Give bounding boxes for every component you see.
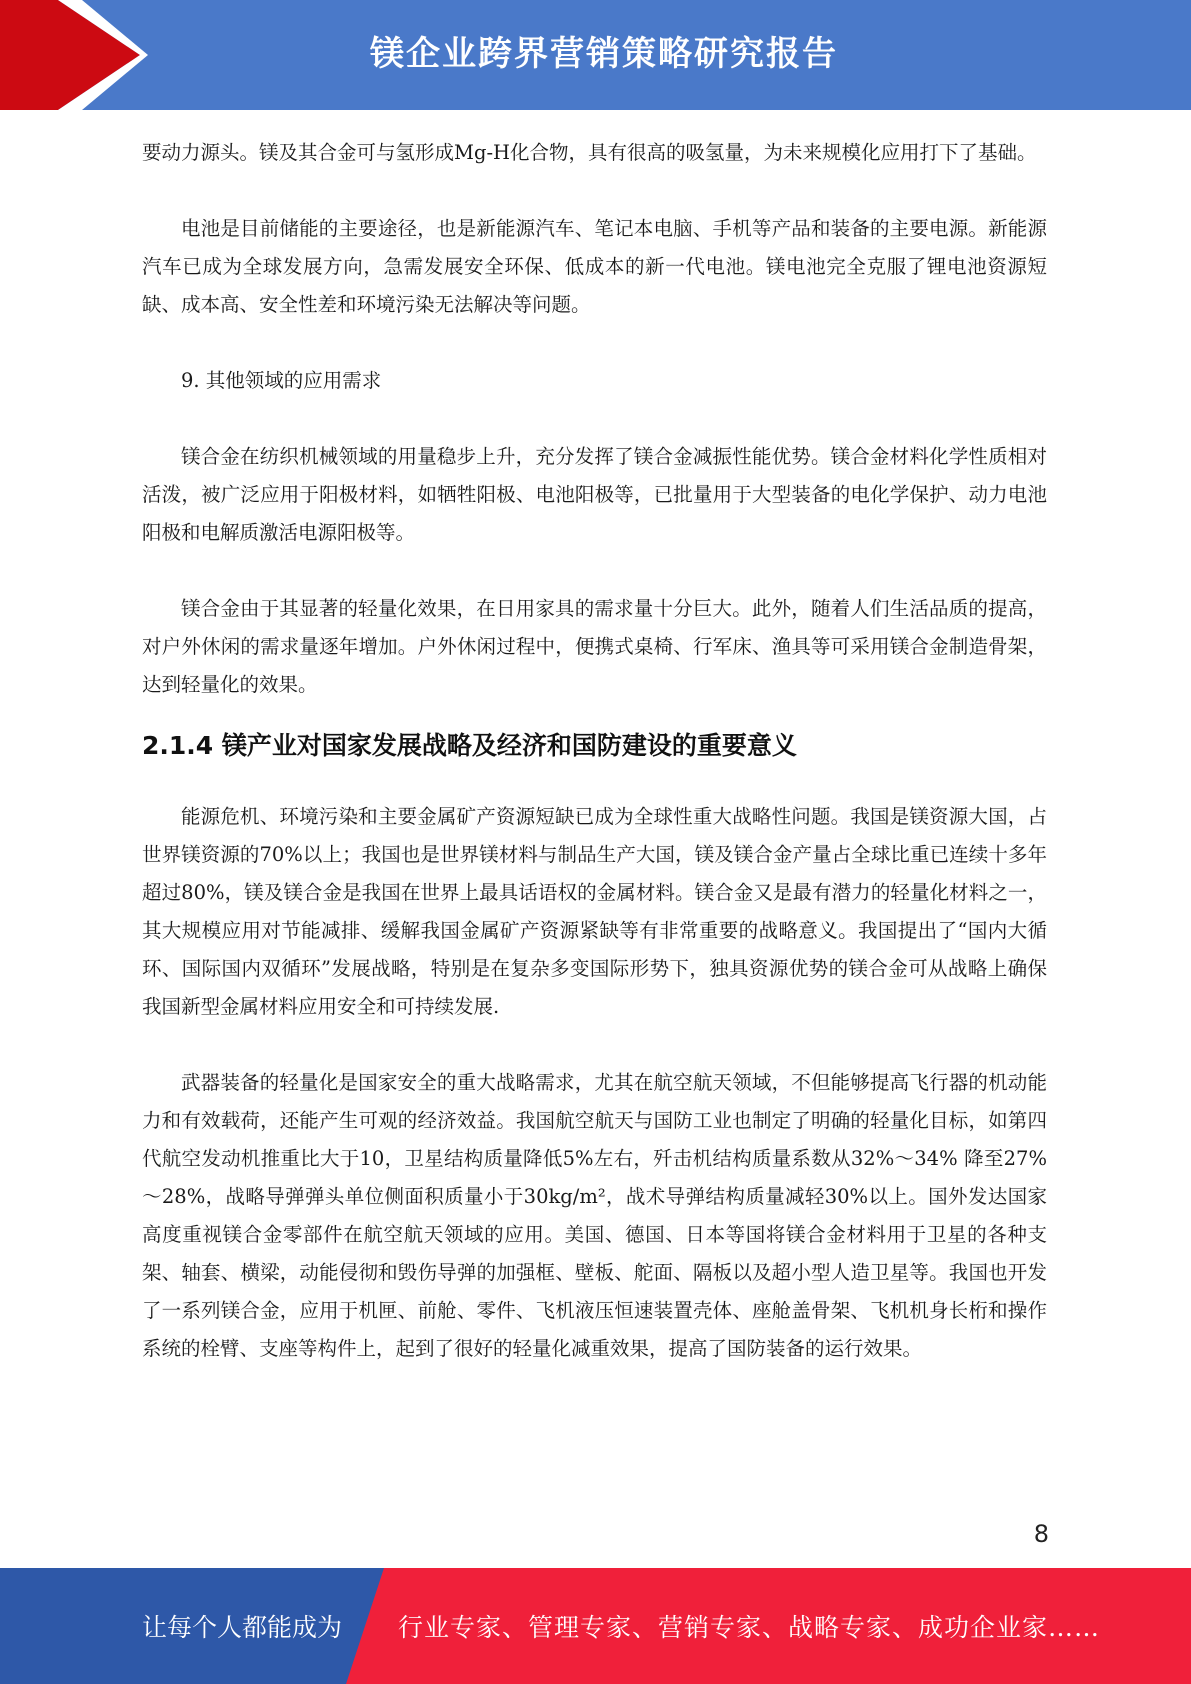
paragraph-furniture: 镁合金由于其显著的轻量化效果，在日用家具的需求量十分巨大。此外，随着人们生活品质的提高，对户外休闲的需求量逐年增加。户外休闲过程中，便携式桌椅、行军床、渔具等可采用镁合金制造骨架，达到轻量化的效果。 <box>142 597 1047 696</box>
page-footer <box>0 1568 1191 1684</box>
paragraph-textile-anode: 镁合金在纺织机械领域的用量稳步上升，充分发挥了镁合金减振性能优势。镁合金材料化学性质相对活泼，被广泛应用于阳极材料，如牺牲阳极、电池阳极等，已批量用于大型装备的电化学保护、动力电池阳极和电解质激活电源阳极等。 <box>142 445 1047 544</box>
page-number: 8 <box>1033 1520 1049 1548</box>
paragraph-hydrogen: 要动力源头。镁及其合金可与氢形成Mg-H化合物，具有很高的吸氢量，为未来规模化应用打下了基础。 <box>142 141 1037 164</box>
paragraph-strategy: 能源危机、环境污染和主要金属矿产资源短缺已成为全球性重大战略性问题。我国是镁资源大国，占世界镁资源的70%以上；我国也是世界镁材料与制品生产大国，镁及镁合金产量占全球比重已连续十多年超过80%，镁及镁合金是我国在世界上最具话语权的金属材料。镁合金又是最有潜力的轻量化材料之一，其大规模应用对节能减排、缓解我国金属矿产资源紧缺等有非常重要的战略意义。我国提出了“国内大循环、国际国内双循环”发展战略，特别是在复杂多变国际形势下，独具资源优势的镁合金可从战略上确保我国新型金属材料应用安全和可持续发展. <box>142 805 1047 1018</box>
footer-slogan-right: 行业专家、管理专家、营销专家、战略专家、成功企业家…… <box>398 1613 1101 1642</box>
report-title: 镁企业跨界营销策略研究报告 <box>370 34 838 74</box>
page-body <box>142 134 1047 1368</box>
footer-slogan-left: 让每个人都能成为 <box>142 1613 343 1642</box>
page-header <box>0 0 1191 110</box>
paragraph-defense: 武器装备的轻量化是国家安全的重大战略需求，尤其在航空航天领域，不但能够提高飞行器的机动能力和有效载荷，还能产生可观的经济效益。我国航空航天与国防工业也制定了明确的轻量化目标，如第四代航空发动机推重比大于10，卫星结构质量降低5%左右，歼击机结构质量系数从32%～34% 降至27%～28%，战略导弹弹头单位侧面积质量小于30kg/m²，战术导弹结构质量减轻30%以上。国外发达国家高度重视镁合金零部件在航空航天领域的应用。美国、德国、日本等国将镁合金材料用于卫星的各种支架、轴套、横梁，动能侵彻和毁伤导弹的加强框、壁板、舵面、隔板以及超小型人造卫星等。我国也开发了一系列镁合金，应用于机匣、前舱、零件、飞机液压恒速装置壳体、座舱盖骨架、飞机机身长桁和操作系统的栓臂、支座等构件上，起到了很好的轻量化减重效果，提高了国防装备的运行效果。 <box>142 1071 1047 1360</box>
subheading-other-applications: 9. 其他领域的应用需求 <box>181 369 382 392</box>
section-heading: 2.1.4 镁产业对国家发展战略及经济和国防建设的重要意义 <box>142 731 797 760</box>
paragraph-battery: 电池是目前储能的主要途径，也是新能源汽车、笔记本电脑、手机等产品和装备的主要电源。新能源汽车已成为全球发展方向，急需发展安全环保、低成本的新一代电池。镁电池完全克服了锂电池资源短缺、成本高、安全性差和环境污染无法解决等问题。 <box>142 217 1047 316</box>
